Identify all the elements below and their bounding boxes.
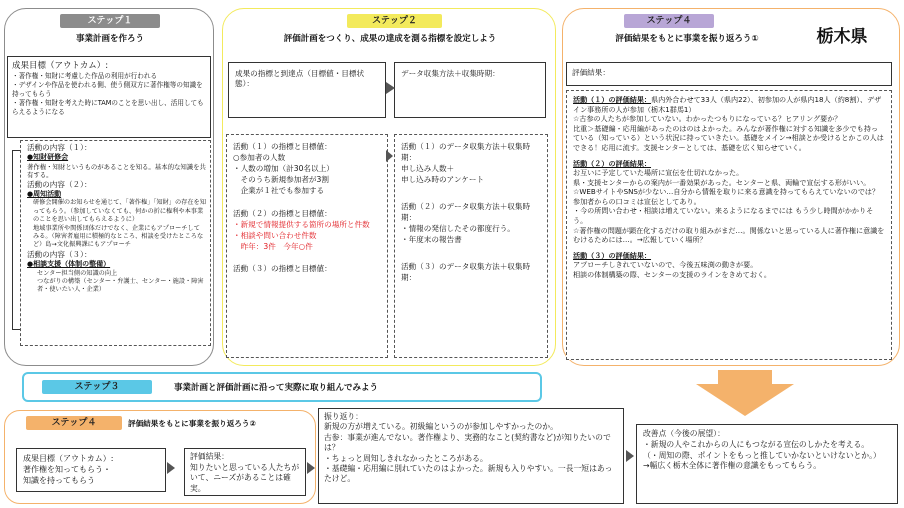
step2-title: 評価計画をつくり、成果の達成を測る指標を設定しよう xyxy=(283,34,497,44)
step4b-outcome-box xyxy=(16,448,166,492)
step4b-evaluation-box xyxy=(184,448,306,496)
step4-r1-body: 県内外合わせて33人（県内22）、初参加の人が県内18人（約8割）、デザイン事務所の人が参加（栃木1群馬1） ☆古参の人たちが参加していない。わかったつもりになっている？ヒアリング要か？ 比重＞基礎編・応用編があったのはのはよかった。みんなが著作権に対する知識を多少でも持っている（知っている）という状況に持っていきたい。基礎をメイン→相談とか受けるとかこの人はできる！応用に流す。支援センターとしては、基礎を広く知らせていく。 xyxy=(573,95,884,152)
step1-bracket-line xyxy=(12,150,20,330)
step4b-evaluation: 評価結果： 知りたいと思っている人たちがいて、ニーズがあることは確実。 xyxy=(190,452,300,493)
step4-r1-label: 活動（１）の評価結果： xyxy=(573,95,652,104)
step1-act3-name: ●相談支援（体制の整備） xyxy=(27,260,111,269)
step4-header: 評価結果： xyxy=(572,68,610,77)
step4b-title: 評価結果をもとに事業を振り返ろう② xyxy=(128,419,256,428)
step1-act1-title: 活動の内容（１）： xyxy=(27,143,92,152)
step1-act3-body: センター担当側の知識の向上 つながりの構築（センター・弁護士、センター・施設・障害者・使いたい人・企業） xyxy=(37,269,204,294)
step1-act3-title: 活動の内容（３）： xyxy=(27,249,92,259)
step2-data1: 活動（１）のデータ収集方法＋収集時期： 申し込み人数＋ 申し込み時のアンケート xyxy=(401,142,531,184)
step2-arrow-2 xyxy=(386,150,393,162)
step2-arrow-1 xyxy=(386,82,395,94)
step2-ind2-title: 活動（２）の指標と目標値： xyxy=(233,209,332,218)
step4-tag: ステップ４ xyxy=(624,14,714,28)
step4-r2-label: 活動（２）の評価結果： xyxy=(573,158,652,168)
step1-outcome-box xyxy=(7,56,211,138)
step4-r3-label: 活動（３）の評価結果： xyxy=(573,250,652,260)
step1-act2-title: 活動の内容（２）： xyxy=(27,179,92,189)
step1-outcome-title: 成果目標（アウトカム）: xyxy=(12,61,109,71)
step1-act1-body: 著作権・知財というものがあることを知る。基本的な知識を共有する。 xyxy=(27,162,206,180)
step4b-arrow-3 xyxy=(626,450,634,462)
step4b-improvement: 改善点（今後の展望）： ・新規の人やこれからの人にもつながる宣伝のしかたを考える。 （・周知の際、ポイントをもっと推していかないといけないとか。） →幅広く栃木全体に著作権の意識をもってもらう。 xyxy=(643,429,881,471)
step4b-arrow-1 xyxy=(167,462,175,474)
step2-col1-header-text: 成果の指標と到達点（目標値・目標状態）： xyxy=(235,69,365,89)
step4b-reflection: 振り返り： 新規の方が増えている。初級編というのが参加しやすかったのか。 古参：事業が進んでない。著作権より、実務的なこと(契約書など)が知りたいのでは？ ・ちょっと周知しきれなかったところがある。 ・基礎編・応用編に別れていたのはよかった。新規も入りやすい。一長一短はあったけど。 xyxy=(324,412,613,484)
step4b-outcome: 成果目標（アウトカム）: 著作権を知ってもらう・ 知識を持ってもらう xyxy=(23,454,114,485)
prefecture-label: 栃木県 xyxy=(804,24,880,50)
step2-ind1: 活動（１）の指標と目標値： ○参加者の人数 ・人数の増加（計30名以上） そのうち新規参加者が3割 企業が１社でも参加する xyxy=(233,142,334,195)
step2-col2-header xyxy=(394,62,546,118)
step2-ind2-red: ・新規で情報提供する箇所の場所と件数 ・相談や問い合わせ件数 昨年：3件 今年○件 xyxy=(233,220,370,251)
step2-col1-header xyxy=(228,62,386,118)
step1-title: 事業計画を作ろう xyxy=(75,34,144,44)
step1-act2-name: ●周知活動 xyxy=(27,189,62,198)
step1-act1-name: ●知財研修会 xyxy=(27,153,69,162)
step3-text: 事業計画と評価計画に沿って実際に取り組んでみよう xyxy=(174,383,379,393)
step2-ind3: 活動（３）の指標と目標値： xyxy=(233,264,332,273)
step4b-improvement-box xyxy=(636,424,898,504)
step4b-arrow-2 xyxy=(307,462,315,474)
step2-data3: 活動（３）のデータ収集方法＋収集時期： xyxy=(401,262,531,282)
step1-tag: ステップ１ xyxy=(60,14,160,28)
step4-header-box xyxy=(566,62,892,86)
step4-r3-body: アプローチしきれていないので、今後五味渕の動きが要。 相談の体制構築の際、センターの支援のラインをきめておく。 xyxy=(573,260,771,279)
step1-act2-body: 研修会開催のお知らせを通じて、「著作権」「知財」の存在を知ってもらう。（参加していなくても、何かの折に権利や本事業のことを思い出してもらえるように） 地域事業所や関係団体だけでなく、企業にもアプローチしてみる。（障害者雇用に積極的なところ、相談を受けたところなど）島→文化振興課にもアプローチ xyxy=(33,199,206,249)
step4b-tag: ステップ４ xyxy=(26,416,122,430)
step2-indicators-box xyxy=(226,134,388,358)
step1-activities-box xyxy=(20,140,211,346)
step3-tag: ステップ３ xyxy=(42,380,152,394)
step2-data-box xyxy=(394,134,548,358)
step4-title: 評価結果をもとに事業を振り返ろう① xyxy=(615,34,759,44)
step4-r2-body: お互いに予定していた場所に宣伝を仕切れなかった。 県・支援センターからの案内が一番効果があった。センターと県、両輪で宣伝する形がいい。 ☆WEBサイトやSNSが少ない…自分から情報を取りに来る意識を持ってもらえていないのでは？ 参加者からの口コミは宣伝としてあり。 ・今の所問い合わせ・相談は増えていない。来るようになるまでには もう少し時間がかかりそう。 ☆著作権の問題が顕在化するだけの取り組みがまだ…。関係ないと思っている人に著作権に意識をむけるためには…。→広報していく場所？ xyxy=(573,168,885,245)
step4-results-box xyxy=(566,90,892,360)
down-arrow-icon xyxy=(690,370,800,418)
step4b-reflection-box xyxy=(318,408,624,504)
step2-data2: 活動（２）のデータ収集方法＋収集時期： ・情報の発信したその都度行う。 ・年度末の報告書 xyxy=(401,202,531,244)
step2-col2-header-text: データ収集方法＋収集時期： xyxy=(401,69,500,78)
step2-tag: ステップ２ xyxy=(347,14,442,28)
step3-banner xyxy=(22,372,542,402)
step1-outcome-body: ・著作権・知財に考慮した作品の利用が行われる ・デザインや作品を使われる側、使う側双方に著作権等の知識を持ってもらう ・著作権・知財を考えた時にTAMのことを思い出し、活用してもらえるようになる xyxy=(12,72,204,116)
